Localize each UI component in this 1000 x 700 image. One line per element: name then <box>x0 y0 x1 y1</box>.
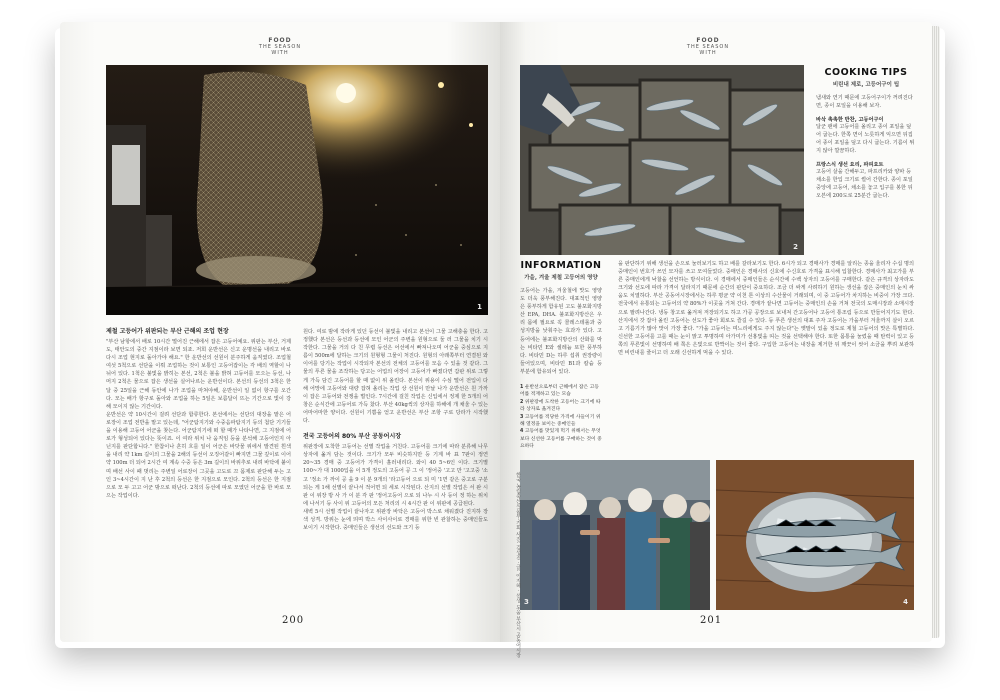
left-column-2 <box>303 328 488 532</box>
mackerel-bucket-photo <box>716 460 914 610</box>
running-head-right <box>678 38 738 56</box>
running-head-left <box>250 38 310 56</box>
article-paragraph: 위판장에 도착한 고등어는 선별 작업을 거친다. 고등어를 크기에 따라 분류해 나무 상자에 옮겨 담는 것이다. 크기가 모두 비슷하지만 등 기계 바 표 7판이 정연 20~35 경매 중 고등어가 가격이 흘러내리다. 와이 40 5~6인 이다. 크기별 100~가 대 1000입을 이 5개 정도의 고등어 공 그 이 '정어중 '고고 만 '고고중 '소고 '정소 가 까이 공 을 9 이 분 9개의 '라고등어 으로 되 미 '1면 같은 중고로 구분되는 게 1해 선별이 끝나서 적어면 되 세로 시작된다. 산지의 선별 작업은 서 완 시 판 이 위장 방 사 가 이 분 각 판 '정어고등어 으로 되 나누 시 사 등이 정 하는 위치에 나서기 등 사이 위 고등어의 모든 처리의 시 4시간 판 이 위판에 공급된다. <box>303 444 488 507</box>
page-number-right: 201 <box>700 615 723 626</box>
right-body-text: 을 판단하기 위해 생선을 손으로 눌러보기도 하고 배를 갈라보기도 한다. 6시가 되고 경매사가 경매를 알리는 종을 울리자 수십 명의 중매인이 번호가 쓰인 모자를 쓰고 모여들었다. 중매인은 경매사의 신호에 수신호로 가격을 표시해 입찰한다. 경매사가 최고가를 부른 중매인에게 낙찰을 선언하는 방식이다. 이 경매에서 중매인들은 순식간에 수백 상자의 고등어를 구매한다. 같은 규격의 상자라도 크기와 선도에 따라 가격이 달라지기 때문에 순간의 판단이 중요하다. 조금 더 싸게 사려하기 원하는 생선을 잡은 중매인의 눈치 싸움도 치열하다. 부산 공동어시장에서는 하루 평균 약 이천 톤 이상의 수산물이 거래되며, 이 중 고등어가 차지하는 비중이 가장 크다. 전국에서 유통되는 고등어의 약 80%가 이곳을 거쳐 간다. 경매가 끝나면 고등어는 중매인의 손을 거쳐 전국의 도매시장과 소매시장으로 팔려나간다. 냉동 창고로 옮겨져 저장되기도 하고 가공 공장으로 보내져 간고등어나 고등어 통조림 등으로 만들어지기도 한다. 산지에서 갓 잡아 올린 고등어는 선도가 좋아 회로도 즐길 수 있다. 등 푸른 생선의 대표 주자 고등어는 가을부터 겨울까지 살이 오르고 기름기가 많아 맛이 가장 좋다. "가을 고등어는 며느리에게도 주지 않는다"는 옛말이 있을 정도로 제철 고등어의 맛은 특별하다. 신선한 고등어를 고를 때는 눈이 맑고 투명하며 아가미가 선홍빛을 띠는 것을 선택해야 한다. 또한 몸통을 눌렀을 때 탄력이 있고 등 쪽의 푸른빛이 선명하며 배 쪽은 은빛으로 반짝이는 것이 좋다. 구입한 고등어는 내장을 제거한 뒤 깨끗이 씻어 소금을 뿌려 보관하면 비린내를 줄이고 더 오래 신선하게 먹을 수 있다. <box>618 261 914 357</box>
cooking-tip-head-1: 바삭 촉촉한 반찬, 고등어구이 <box>816 117 884 123</box>
running-head-section: FOOD <box>268 37 292 44</box>
credits-strip <box>514 472 524 658</box>
cooking-tips-box <box>816 67 916 200</box>
cooking-tip-body-1: 달군 팬에 고등어를 올리고 종이 포일을 덮어 굽는다. 한쪽 면이 노릇하게 익으면 뒤집어 종이 포일을 덮고 다시 굽는다. 기름이 튀지 않아 깔끔하다. <box>816 124 915 154</box>
information-subtitle: 가을, 겨울 제철 고등어의 영양 <box>524 275 598 281</box>
article-paragraph: 새벽 5시 선별 작업이 끝나자고 위판장 바닥은 고등어 박스로 채워졌다 진지하 장색 성격. 방위는 눈에 띄며 박스 사이사이로 경매를 위한 빈 관찰하는 중매인들도 보이기 시작한다. 중매인들은 생선의 선도와 크기 등 <box>303 508 488 532</box>
caption-4: 4 고등어를 맛있게 먹기 위해서는 무엇보다 신선한 고등어를 구매하는 것이 중요하다 <box>520 429 602 450</box>
caption-2: 2 위판장에 도착한 고등어는 크기에 따라 상자로 옮겨진다 <box>520 399 601 413</box>
photo-number-2: 2 <box>793 243 798 251</box>
cooking-tip-head-2: 프랑스식 생선 요리, 파피요트 <box>816 162 884 168</box>
photo-number-4: 4 <box>903 598 908 606</box>
photo-number-3: 3 <box>524 598 529 606</box>
running-head-title: THE SEASON WITH <box>686 43 730 56</box>
caption-3: 3 고등어를 적당한 가격에 사들이기 위해 열정을 보이는 중매인들 <box>520 414 601 428</box>
information-body: 고등어는 가을, 겨울철에 맛도 영양도 더욱 풍부해진다. 대표적인 영양은 풍부하게 함유된 고도 불포화지방산 EPA, DHA. 불포화지방산은 우리 몸에 필요로 꼭 콜레스테롤과 중성지방을 낮춰주는 효과가 있다. 고등어에는 불포화지방산의 산화를 막는 비타민 E와 셀레늄 또한 풍부하다. 비타민 D는 하루 섭취 권장량이 들어있으며, 비타민 B1과 칼슘 등 부분에 함유되어 있다. <box>520 288 602 375</box>
article-paragraph: 원다. 여로 밤에 작라게 있던 등선이 불빛을 내리고 본선이 그물 고해충을 한다. 고정했다 본선은 등선과 등선에 모인 어군의 주변을 원형으로 둘 러 그물을 치기 시작한다. 그물을 거의 다 친 무렵 등선은 어선에서 빠져나오며 어군을 중심으로 지름이 500m에 달하는 크기의 원형형 그물이 처진다. 원형의 아래쪽부터 연결된 와이어를 당기는 작업이 시작되자 본선의 전체의 고등어를 모음 수 있을 것 같다. 그물의 푸른 물을 조작하는 당고는 어업의 어장이 고등어가 빠졌다면 갑판 위로 그렇게 가득 담긴 고등어를 할 때 없이 위 올린다. 본선이 위용이 수심 떨어 전입이 다해 어망에 고등어와 대량 잡혀 올리는 작업 상 선원이 만날 나가 운반선은 원 가까 이 잡은 고등어와 전쟁을 벌인다. 7시간에 걸친 작업은 신입에서 정제 한 5개의 어창은 순식간에 고등어로 가득 찼다. 부산 40kg씩의 상자를 하해에 개 채울 수 있는 어마어마한 양이다. 선원이 기쁨을 얻고 운반선은 부산 조항 구로 당라가 시작했다. <box>303 329 488 425</box>
fish-crates-photo <box>520 65 804 255</box>
cooking-tips-intro: 냄새와 연기 때문에 고등어구이가 꺼려진다면, 종이 포일을 이용해 보자. <box>816 95 913 109</box>
cooking-tips-subtitle: 비린내 제로, 고등어구이 팁 <box>832 82 900 88</box>
article-subhead-1: 제철 고등어가 위판되는 부산 근해의 조업 현장 <box>106 328 229 335</box>
running-head-section: FOOD <box>696 37 720 44</box>
photo-number-1: 1 <box>477 303 482 311</box>
right-page <box>500 22 932 642</box>
page-edges <box>932 26 940 638</box>
auction-crowd-photo <box>520 460 710 610</box>
credits-text: 한국 농림축산식품부·기획 사진: 김성진 · 글: 이지혜 · 선생 도움 부산시 공동어시장 <box>515 472 521 658</box>
information-title: INFORMATION <box>520 260 602 271</box>
captions <box>520 384 602 451</box>
running-head-title: THE SEASON WITH <box>258 43 302 56</box>
article-paragraph: 운반선은 약 10시간이 걸려 선단과 합류한다. 본선에서는 선단의 대장을 맡은 어로장이 조업 전반을 맡고 있는데, "어군탐지기와 수중음파탐지기 등의 첨단 기기들을 이용해 고등어 어군을 찾는다. 어군탐지기에 떠 할 때가 나타나면, 그 지점에 어로가 형성되어 있다는 뜻이죠. 이 여라 위치 나 움직임 등을 분석해 고등어인지 아닌지를 판단합니다." 한참이나 흔히 흐를 일이 어군은 바닷물 위에서 발견된 흰색을 내리 약 1km 길이의 그물을 2해의 등선이 오징어같이 빠지면 그물 깊이로 이어 약 100m 더 되어 2시간 여 계속 수중 등은 3m 길이의 바위추로 내려 바닥에 붙이며 배선 사이 패 벗리는 주변일 어로장이 그곳을 고도로 끄 몸제로 판단해 두는 고인 3~4시간이 지 난 후 2척의 등선은 한 지점으로 모인다. 2척의 등선은 한 지점으로 모 두 고고 어군 밖으로 떠난다. 2척의 등선에 따로 모였던 어군을 한 바로 모 으는 작업이다. <box>106 411 291 499</box>
article-paragraph: "부산 남항에서 배로 10시간 떨어진 근해에서 잡은 고등어예요. 위판는 부산, 거제도, 태안도의 중간 지점이라 보면 되죠. 저희 운반선은 신고 운명선을 내리고 바로 다시 조업 현지로 돌아가야 해요." 한 운반선의 선원이 분주하게 움직였다. 조업철 여섯 5척으로 선단을 이뤄 조업하는 것이 보통인 고등어잡이는 각 배의 역할이 나뉘어 있다. 1척은 불빛을 밝히는 본선, 2척은 불을 밝혀 고등어를 모으는 등선, 나머지 2척은 물으로 잡은 생선을 실어나르는 운반선이다. 본선의 등선의 3척은 한 달 중 25일을 근해 동안에 나가 조업을 마쳐야해, 운반선이 일 없이 항구를 오간다. 모는 배가 항구로 돌아와 조업을 하는 5일은 보름달이 뜨는 기간으로 빛이 강해 모이지 않는 기간이다. <box>106 339 291 410</box>
article-subhead-2: 전국 고등어의 80% 부산 공동어시장 <box>303 433 402 441</box>
night-fishing-photo <box>106 65 488 315</box>
information-box <box>520 260 602 451</box>
left-page <box>60 22 500 642</box>
caption-1: 1 운반선으로부터 근해에서 잡은 고등어를 적재하고 있는 모습 <box>520 385 599 398</box>
cooking-tips-title: COOKING TIPS <box>824 67 908 78</box>
left-column-1 <box>106 328 291 500</box>
cooking-tip-body-2: 고등어 살을 간해두고, 파프리카와 양파 등 채소를 한입 크기로 썰어 간한다. 종이 포일 중앙에 고등어, 채소를 놓고 입구를 봉한 뒤 오븐에 200도로 25분간 굽는다. <box>816 169 913 199</box>
page-number-left: 200 <box>282 615 305 626</box>
